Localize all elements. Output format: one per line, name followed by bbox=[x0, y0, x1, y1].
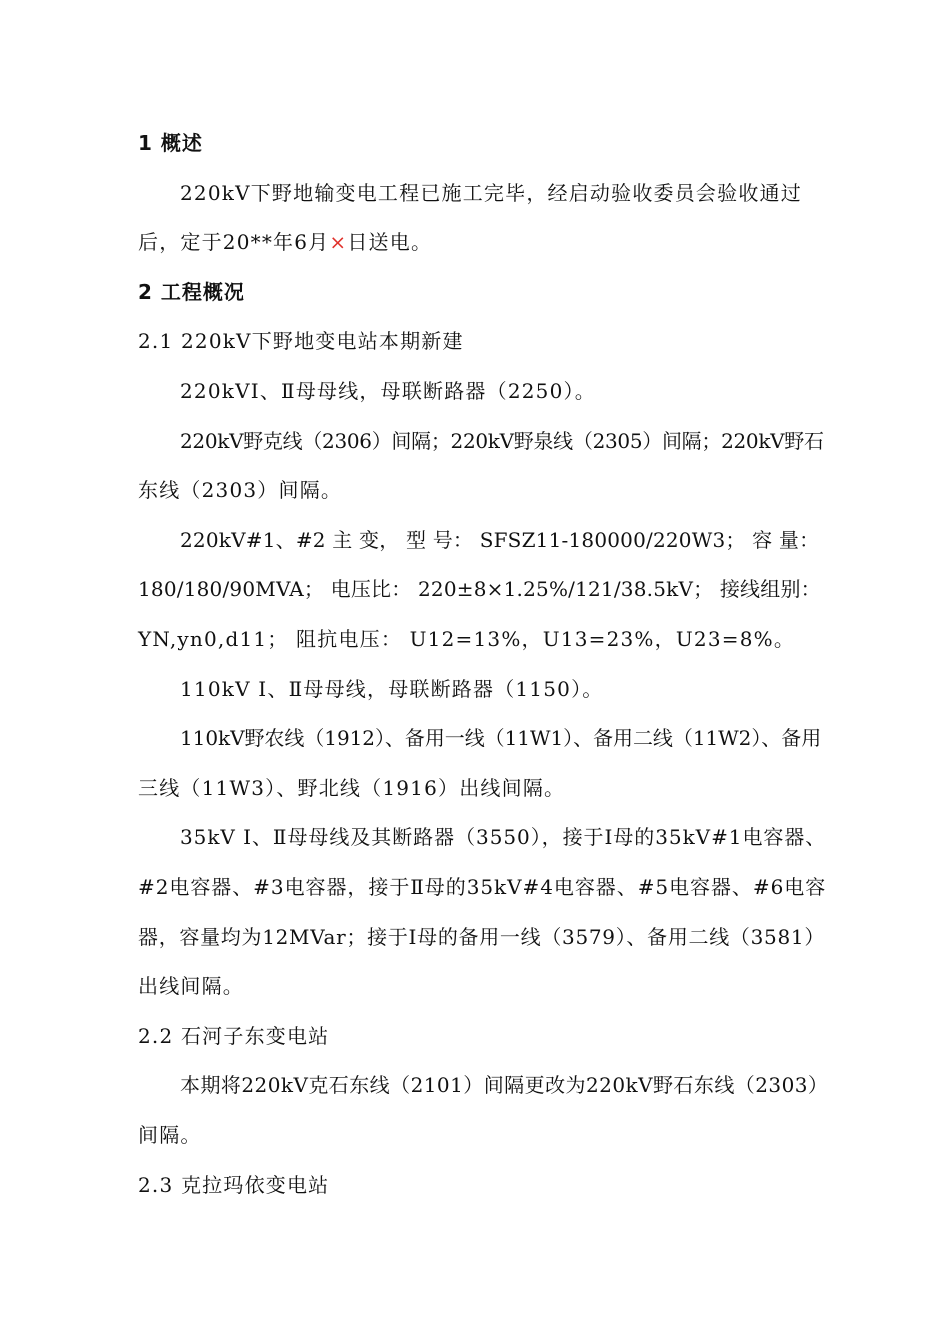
subsection-2-1-paragraph-6-line-4: 出线间隔。 bbox=[138, 974, 244, 998]
subsection-2-1-paragraph-4: 110kV Ⅰ、Ⅱ母母线，母联断路器（1150）。 bbox=[180, 677, 604, 701]
subsection-2-1-paragraph-5-line-2: 三线（11W3）、野北线（1916）出线间隔。 bbox=[138, 776, 566, 800]
subsection-2-3-title: 2.3 克拉玛依变电站 bbox=[138, 1173, 330, 1197]
subsection-2-1-paragraph-3-line-1: 220kV#1、#2 主 变， 型 号： SFSZ11-180000/220W3； 容 量： bbox=[180, 528, 820, 552]
section-2-heading: 2 工程概况 bbox=[138, 280, 245, 304]
section-1-paragraph-line-2 bbox=[138, 229, 432, 255]
subsection-2-2-paragraph-line-2: 间隔。 bbox=[138, 1123, 202, 1147]
subsection-2-1-paragraph-3-line-3: YN,yn0,d11； 阻抗电压： U12=13%，U13=23%，U23=8%。 bbox=[138, 627, 796, 651]
subsection-2-1-paragraph-6-line-3: 器，容量均为12MVar；接于Ⅰ母的备用一线（3579）、备用二线（3581） bbox=[138, 925, 826, 949]
section-1-heading: 1 概述 bbox=[138, 131, 203, 155]
section-1-paragraph-text-b: 日送电。 bbox=[347, 230, 433, 254]
subsection-2-1-paragraph-2-line-2: 东线（2303）间隔。 bbox=[138, 478, 343, 502]
red-x-mark: × bbox=[329, 230, 348, 254]
subsection-2-1-paragraph-5-line-1: 110kV野农线（1912）、备用一线（11W1）、备用二线（11W2）、备用 bbox=[180, 726, 822, 750]
subsection-2-1-paragraph-2-line-1: 220kV野克线（2306）间隔；220kV野泉线（2305）间隔；220kV野石 bbox=[180, 429, 824, 453]
subsection-2-1-paragraph-6-line-2: #2电容器、#3电容器，接于Ⅱ母的35kV#4电容器、#5电容器、#6电容 bbox=[138, 875, 827, 899]
subsection-2-1-paragraph-1: 220kVⅠ、Ⅱ母母线，母联断路器（2250）。 bbox=[180, 379, 596, 403]
subsection-2-1-paragraph-6-line-1: 35kV Ⅰ、Ⅱ母母线及其断路器（3550），接于Ⅰ母的35kV#1电容器、 bbox=[180, 825, 827, 849]
subsection-2-1-paragraph-3-line-2: 180/180/90MVA； 电压比： 220±8×1.25%/121/38.5kV； 接线组别： bbox=[138, 577, 821, 601]
subsection-2-2-paragraph-line-1: 本期将220kV克石东线（2101）间隔更改为220kV野石东线（2303） bbox=[180, 1073, 829, 1097]
section-1-paragraph-line-1: 220kV下野地输变电工程已施工完毕，经启动验收委员会验收通过 bbox=[180, 181, 802, 205]
subsection-2-2-title: 2.2 石河子东变电站 bbox=[138, 1024, 330, 1048]
subsection-2-1-title: 2.1 220kV下野地变电站本期新建 bbox=[138, 329, 464, 353]
section-1-paragraph-text-a: 后，定于20**年6月 bbox=[138, 230, 330, 254]
